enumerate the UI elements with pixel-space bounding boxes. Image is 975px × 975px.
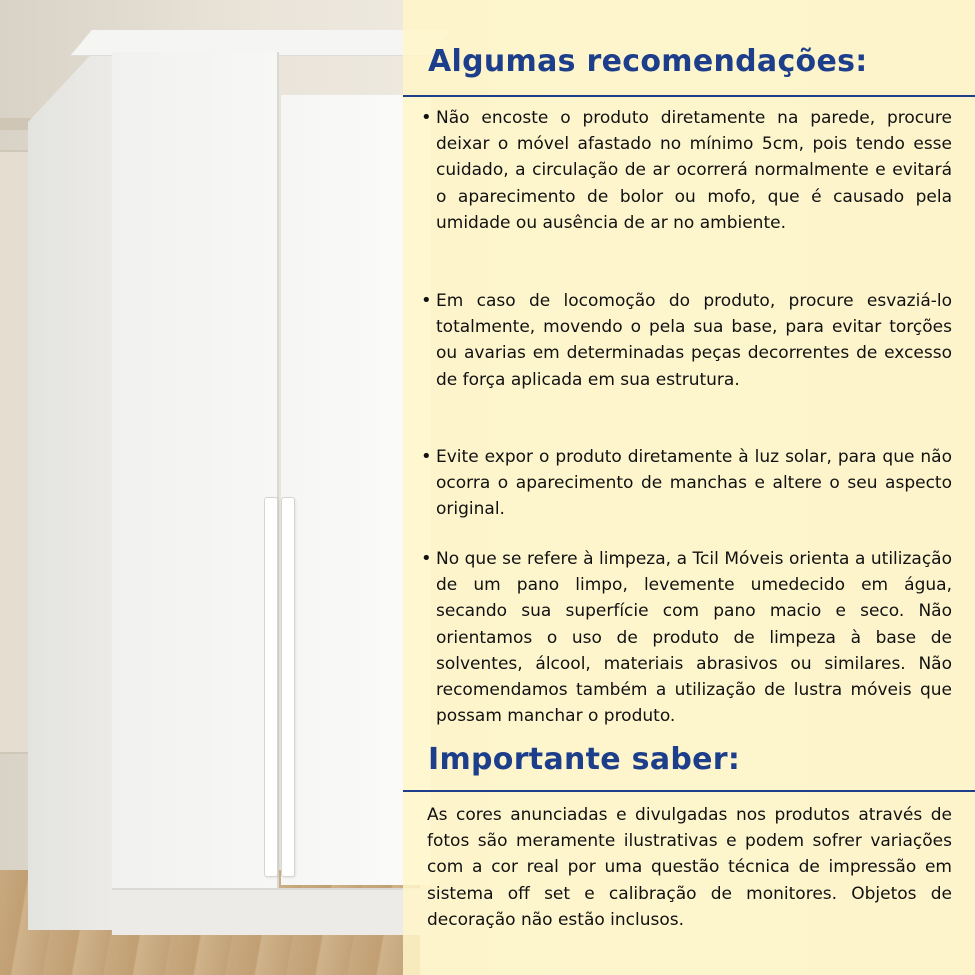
- wardrobe-handle-right: [281, 497, 295, 877]
- recommendation-item-moving: Em caso de locomoção do produto, procure esvaziá-lo totalmente, movendo o pela sua base, para evitar torções ou avarias em determinadas peças decorrentes de excesso de força aplicada em sua estrutura.: [436, 291, 952, 390]
- bullet-icon: •: [421, 290, 432, 311]
- important-heading: Importante saber:: [428, 742, 741, 777]
- bullet-icon: •: [421, 446, 432, 467]
- wardrobe-base: [112, 888, 432, 935]
- recommendation-item-wall: Não encoste o produto diretamente na parede, procure deixar o móvel afastado no mínimo 5cm, pois tendo esse cuidado, a circulação de ar ocorrerá normalmente e evitará o aparecimento de bolor ou mofo, que é causado pela umidade ou ausência de ar no ambiente.: [436, 108, 952, 233]
- important-text: As cores anunciadas e divulgadas nos produtos através de fotos são meramente ilustrativas e podem sofrer variações com a cor real por uma questão técnica de impressão em sistema off set e calibração de monitores. Objetos de decoração não estão inclusos.: [427, 805, 952, 930]
- bullet-icon: •: [421, 548, 432, 569]
- recommendation-item-sunlight: Evite expor o produto diretamente à luz solar, para que não ocorra o aparecimento de manchas e altere o seu aspecto original.: [436, 447, 952, 520]
- bullet-icon: •: [421, 107, 432, 128]
- recommendations-heading: Algumas recomendações:: [428, 44, 868, 79]
- heading-underline-recommendations: [403, 95, 975, 97]
- recommendation-item-cleaning: No que se refere à limpeza, a Tcil Móveis orienta a utilização de um pano limpo, levemente umedecido em água, secando sua superfície com pano macio e seco. Não orientamos o uso de produto de limpeza à base de solventes, álcool, materiais abrasivos ou similares. Não recomendamos também a utilização de lustra móveis que possam manchar o produto.: [436, 549, 952, 727]
- wardrobe-side-panel: [28, 30, 114, 930]
- wardrobe-handle-left: [264, 497, 278, 877]
- wall-panel: [0, 150, 30, 754]
- heading-underline-important: [403, 790, 975, 792]
- wardrobe-door-left: [112, 52, 279, 890]
